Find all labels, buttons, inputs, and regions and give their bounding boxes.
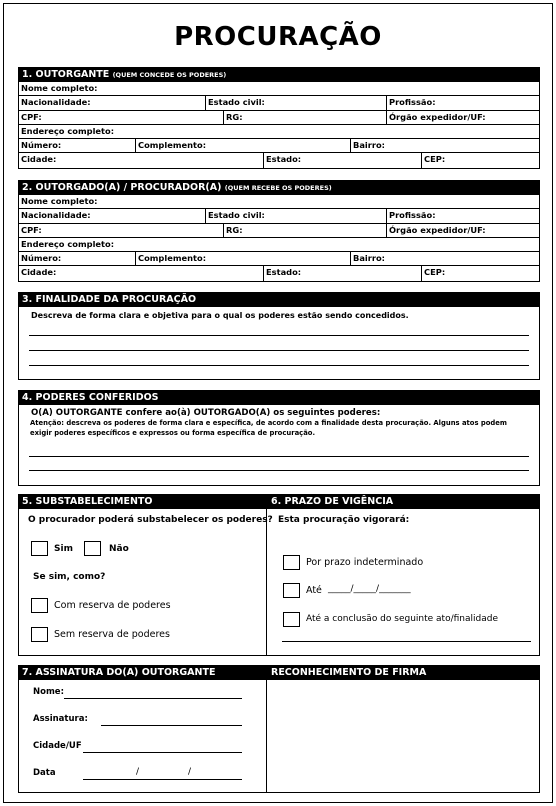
section-outorgante [18, 67, 540, 169]
checkbox-prazo-conclusao[interactable] [283, 612, 300, 627]
finalidade-line-3[interactable] [29, 365, 529, 366]
poderes-line-1[interactable] [29, 456, 529, 457]
field-cep[interactable]: CEP: [421, 153, 445, 167]
label-nao: Não [109, 544, 129, 554]
label-nome: Nome: [33, 687, 64, 697]
section-substabelecimento-prazo-header [19, 495, 539, 509]
row-cpf [19, 111, 539, 125]
prazo-heading: 6. PRAZO DE VIGÊNCIA [271, 496, 394, 507]
section-outorgado [18, 180, 540, 282]
finalidade-line-2[interactable] [29, 350, 529, 351]
label-assinatura: Assinatura: [33, 714, 88, 724]
row-nacionalidade [19, 96, 539, 110]
row-nacionalidade [19, 209, 539, 223]
field-complemento[interactable]: Complemento: [135, 252, 206, 265]
section-outorgado-header [19, 181, 539, 195]
row-cpf [19, 224, 539, 238]
row-endereco [19, 125, 539, 139]
row-cidade [19, 266, 539, 280]
field-estado-civil[interactable]: Estado civil: [205, 209, 265, 222]
poderes-statement: O(A) OUTORGANTE confere ao(à) OUTORGADO(A) os seguintes poderes: [31, 408, 381, 418]
checkbox-prazo-indeterminado[interactable] [283, 555, 300, 570]
row-numero [19, 252, 539, 266]
data-separator-2: / [188, 767, 192, 777]
label-com-reserva: Com reserva de poderes [54, 600, 171, 611]
field-numero[interactable]: Número: [21, 140, 62, 151]
field-nome[interactable]: Nome completo: [21, 83, 98, 93]
checkbox-prazo-ate[interactable] [283, 583, 300, 598]
field-nome[interactable]: Nome completo: [21, 196, 98, 206]
label-data: Data [33, 768, 56, 778]
field-bairro[interactable]: Bairro: [350, 139, 385, 152]
field-endereco[interactable]: Endereço completo: [21, 125, 115, 136]
prazo-date-field[interactable]: _____/_____/_______ [328, 584, 411, 594]
section-heading: 2. OUTORGADO(A) / PROCURADOR(A) [22, 182, 222, 193]
field-orgao-expedidor[interactable]: Órgão expedidor/UF: [386, 224, 486, 237]
checkbox-sem-reserva[interactable] [31, 627, 48, 642]
field-bairro[interactable]: Bairro: [350, 252, 385, 265]
field-estado[interactable]: Estado: [263, 153, 301, 167]
field-nacionalidade[interactable]: Nacionalidade: [21, 210, 91, 221]
label-se-sim-como: Se sim, como? [33, 572, 106, 582]
label-prazo-ate: Até [306, 585, 322, 596]
cidade-uf-line[interactable] [83, 752, 242, 753]
section-outorgante-header [19, 68, 539, 82]
field-cpf[interactable]: CPF: [21, 224, 42, 235]
field-cidade[interactable]: Cidade: [21, 267, 57, 278]
nome-line[interactable] [64, 698, 242, 699]
label-sim: Sim [54, 544, 73, 554]
reconhecimento-area[interactable] [267, 681, 539, 792]
label-cidade-uf: Cidade/UF [33, 741, 82, 751]
field-estado[interactable]: Estado: [263, 266, 301, 280]
section-subheading: (QUEM RECEBE OS PODERES) [224, 184, 332, 192]
label-prazo-conclusao: Até a conclusão do seguinte ato/finalidade [306, 614, 498, 624]
row-endereco [19, 238, 539, 252]
row-nome [19, 195, 539, 209]
field-orgao-expedidor[interactable]: Órgão expedidor/UF: [386, 111, 486, 124]
data-separator-1: / [136, 767, 140, 777]
finalidade-instruction: Descreva de forma clara e objetiva para o qual os poderes estão sendo concedidos. [31, 311, 409, 320]
field-nacionalidade[interactable]: Nacionalidade: [21, 97, 91, 108]
prazo-conclusao-line[interactable] [282, 641, 531, 642]
checkbox-com-reserva[interactable] [31, 598, 48, 613]
procuracao-form [3, 3, 553, 803]
field-profissao[interactable]: Profissão: [386, 209, 436, 222]
row-nome [19, 82, 539, 96]
assinatura-heading: 7. ASSINATURA DO(A) OUTORGANTE [22, 667, 216, 678]
field-endereco[interactable]: Endereço completo: [21, 238, 115, 249]
label-sem-reserva: Sem reserva de poderes [54, 629, 170, 640]
section-finalidade-header: 3. FINALIDADE DA PROCURAÇÃO [19, 293, 539, 307]
checkbox-sim[interactable] [31, 541, 48, 556]
label-prazo-indeterminado: Por prazo indeterminado [306, 557, 424, 568]
reconhecimento-heading: RECONHECIMENTO DE FIRMA [271, 667, 427, 678]
substabelecimento-heading: 5. SUBSTABELECIMENTO [22, 496, 153, 507]
section-assinatura [18, 665, 540, 793]
poderes-note: Atenção: descreva os poderes de forma clara e específica, de acordo com a finalidade desta procuração. Alguns atos podem exigir poderes específicos e expressos ou forma específica de procuração. [30, 419, 507, 437]
finalidade-line-1[interactable] [29, 335, 529, 336]
section-substabelecimento-prazo [18, 494, 540, 656]
data-line[interactable] [83, 779, 242, 780]
poderes-line-2[interactable] [29, 470, 529, 471]
field-cidade[interactable]: Cidade: [21, 154, 57, 165]
assinatura-line[interactable] [101, 725, 242, 726]
section-finalidade [18, 292, 540, 380]
field-rg[interactable]: RG: [223, 111, 243, 124]
row-cidade [19, 153, 539, 167]
field-numero[interactable]: Número: [21, 253, 62, 264]
checkbox-nao[interactable] [84, 541, 101, 556]
prazo-question: Esta procuração vigorará: [278, 515, 410, 525]
field-cep[interactable]: CEP: [421, 266, 445, 280]
section-heading: 1. OUTORGANTE [22, 69, 110, 80]
section-subheading: (QUEM CONCEDE OS PODERES) [112, 71, 227, 79]
field-profissao[interactable]: Profissão: [386, 96, 436, 109]
field-rg[interactable]: RG: [223, 224, 243, 237]
section-poderes [18, 390, 540, 486]
field-cpf[interactable]: CPF: [21, 111, 42, 122]
field-complemento[interactable]: Complemento: [135, 139, 206, 152]
row-numero [19, 139, 539, 153]
page-title: PROCURAÇÃO [174, 22, 382, 52]
field-estado-civil[interactable]: Estado civil: [205, 96, 265, 109]
section-poderes-header: 4. PODERES CONFERIDOS [19, 391, 539, 405]
section-assinatura-header [19, 666, 539, 680]
substabelecimento-question: O procurador poderá substabelecer os poderes? [28, 515, 273, 525]
